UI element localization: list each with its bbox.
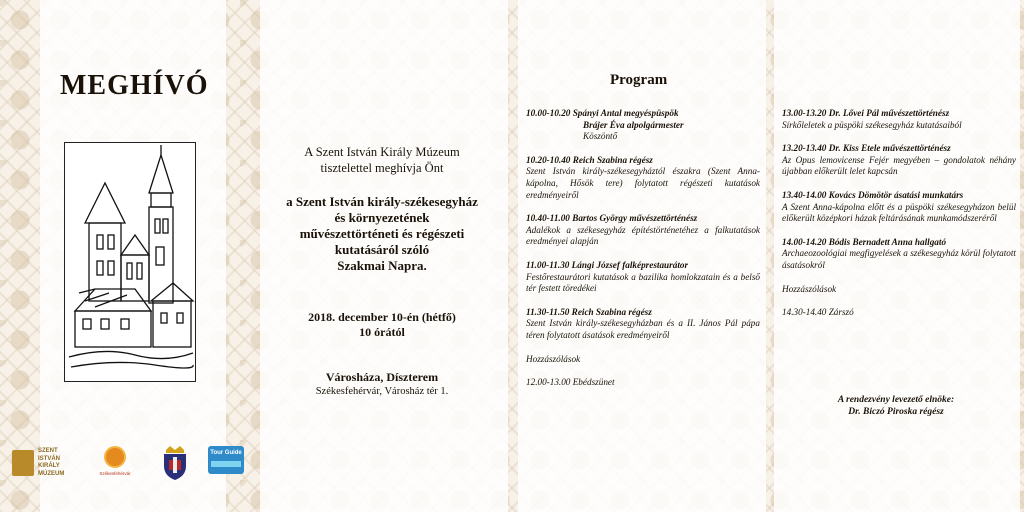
program-title: Program <box>610 72 668 88</box>
program-item <box>782 108 1016 131</box>
program-item <box>526 307 760 342</box>
item-desc: Köszöntő <box>583 131 618 142</box>
item-desc: Szent István király-székesegyházban és a II. János Pál pápa téren folytatott ásatások eredményeiről <box>526 318 760 340</box>
chair-name: Dr. Biczó Piroska régész <box>848 407 944 417</box>
item-head-2: Brájer Éva alpolgármester <box>583 119 684 130</box>
comments-note: Hozzászólások <box>526 353 581 364</box>
program-item <box>526 260 760 295</box>
item-head: 11.30-11.50 Reich Szabina régész <box>526 306 652 317</box>
city-logo-text: Székesfehérvár <box>99 471 131 476</box>
item-desc: Festőrestaurátori kutatások a bazilika homlokzatain és a belső tér festett töredékei <box>526 271 760 294</box>
program-item <box>782 190 1016 225</box>
tour-logo <box>208 446 244 474</box>
tour-bar-icon <box>211 461 241 467</box>
item-head: 13.40-14.00 Kovács Dömötör ásatási munkatárs <box>782 189 964 200</box>
item-desc: Adalékok a székesegyház építéstörténetéhez a falkutatások eredményei alapján <box>526 224 760 247</box>
event-date <box>262 310 502 340</box>
subject-line: és környezetének <box>334 210 430 225</box>
item-head: 10.00-10.20 Spányi Antal megyéspüspök <box>526 108 679 118</box>
item-desc: A Szent Anna-kápolna előtt és a püspöki székesegyházon belül előkerült középkori házak feltárásának munkamódszeréről <box>782 201 1016 224</box>
program-item <box>526 213 760 248</box>
item-desc: Szent István király-székesegyháztól északra (Szent Anna-kápolna, Hősök tere) folytatott régészeti kutatások eredményeiről <box>526 166 760 200</box>
museum-emblem-icon <box>12 450 34 476</box>
comments-note: Hozzászólások <box>782 283 837 294</box>
item-head: 10.20-10.40 Reich Szabina régész <box>526 154 653 165</box>
item-head: 14.00-14.20 Bódis Bernadett Anna hallgató <box>782 236 947 247</box>
program-column-1 <box>526 108 760 401</box>
item-desc: Archaeozoológiai megfigyelések a székesegyház körül folytatott ásatásokról <box>782 248 1016 270</box>
chair-label: A rendezvény levezető elnöke: <box>837 395 955 405</box>
item-desc: Sírkőleletek a püspöki székesegyház kutatásaiból <box>782 119 962 130</box>
time-line: 10 órától <box>359 325 405 339</box>
item-head: 10.40-11.00 Bartos György művészettörténész <box>526 213 698 224</box>
museum-logo <box>12 446 76 480</box>
program-column-2 <box>782 108 1016 331</box>
church-illustration <box>64 142 196 382</box>
program-item <box>782 143 1016 178</box>
event-subject <box>262 194 502 274</box>
venue: Városháza, Díszterem <box>325 370 439 384</box>
item-head: 13.20-13.40 Dr. Kiss Etele művészettörténész <box>782 143 951 154</box>
city-logo <box>92 446 138 480</box>
date-line: 2018. december 10-én (hétfő) <box>308 310 456 324</box>
subject-line: kutatásáról szóló <box>334 242 430 257</box>
program-item <box>782 237 1016 272</box>
lunch-break: 12.00-13.00 Ebédszünet <box>526 377 615 388</box>
tour-logo-text: Tour Guide <box>210 450 242 456</box>
item-head: 13.00-13.20 Dr. Lővei Pál művészettörténész <box>782 108 950 118</box>
event-chair <box>786 394 1006 418</box>
museum-logo-text: SZENT <box>38 448 58 454</box>
museum-logo-text: KIRÁLY <box>38 463 60 469</box>
coat-of-arms-icon <box>160 446 190 480</box>
item-desc: Az Opus lemovicense Fejér megyében – gondolatok néhány újabban előkerült lelet kapcsán <box>782 154 1016 177</box>
intro-line: tisztelettel meghívja Önt <box>320 161 444 175</box>
museum-logo-text: MÚZEUM <box>38 470 65 477</box>
item-head: 11.00-11.30 Lángi József falképrestaurátor <box>526 259 689 270</box>
closing-remarks: 14.30-14.40 Zárszó <box>782 307 854 318</box>
subject-line: a Szent István király-székesegyház <box>286 194 478 209</box>
page-title: MEGHÍVÓ <box>60 70 209 101</box>
museum-logo-text: ISTVÁN <box>38 455 61 462</box>
subject-line: Szakmai Napra. <box>337 258 427 273</box>
sun-emblem-icon <box>104 446 126 468</box>
address: Székesfehérvár, Városház tér 1. <box>315 386 449 397</box>
program-item <box>526 108 760 143</box>
invite-intro <box>262 144 502 176</box>
intro-line: A Szent István Király Múzeum <box>304 145 460 159</box>
subject-line: művészettörténeti és régészeti <box>299 226 465 241</box>
program-item <box>526 155 760 201</box>
coat-of-arms-logo <box>160 446 190 480</box>
